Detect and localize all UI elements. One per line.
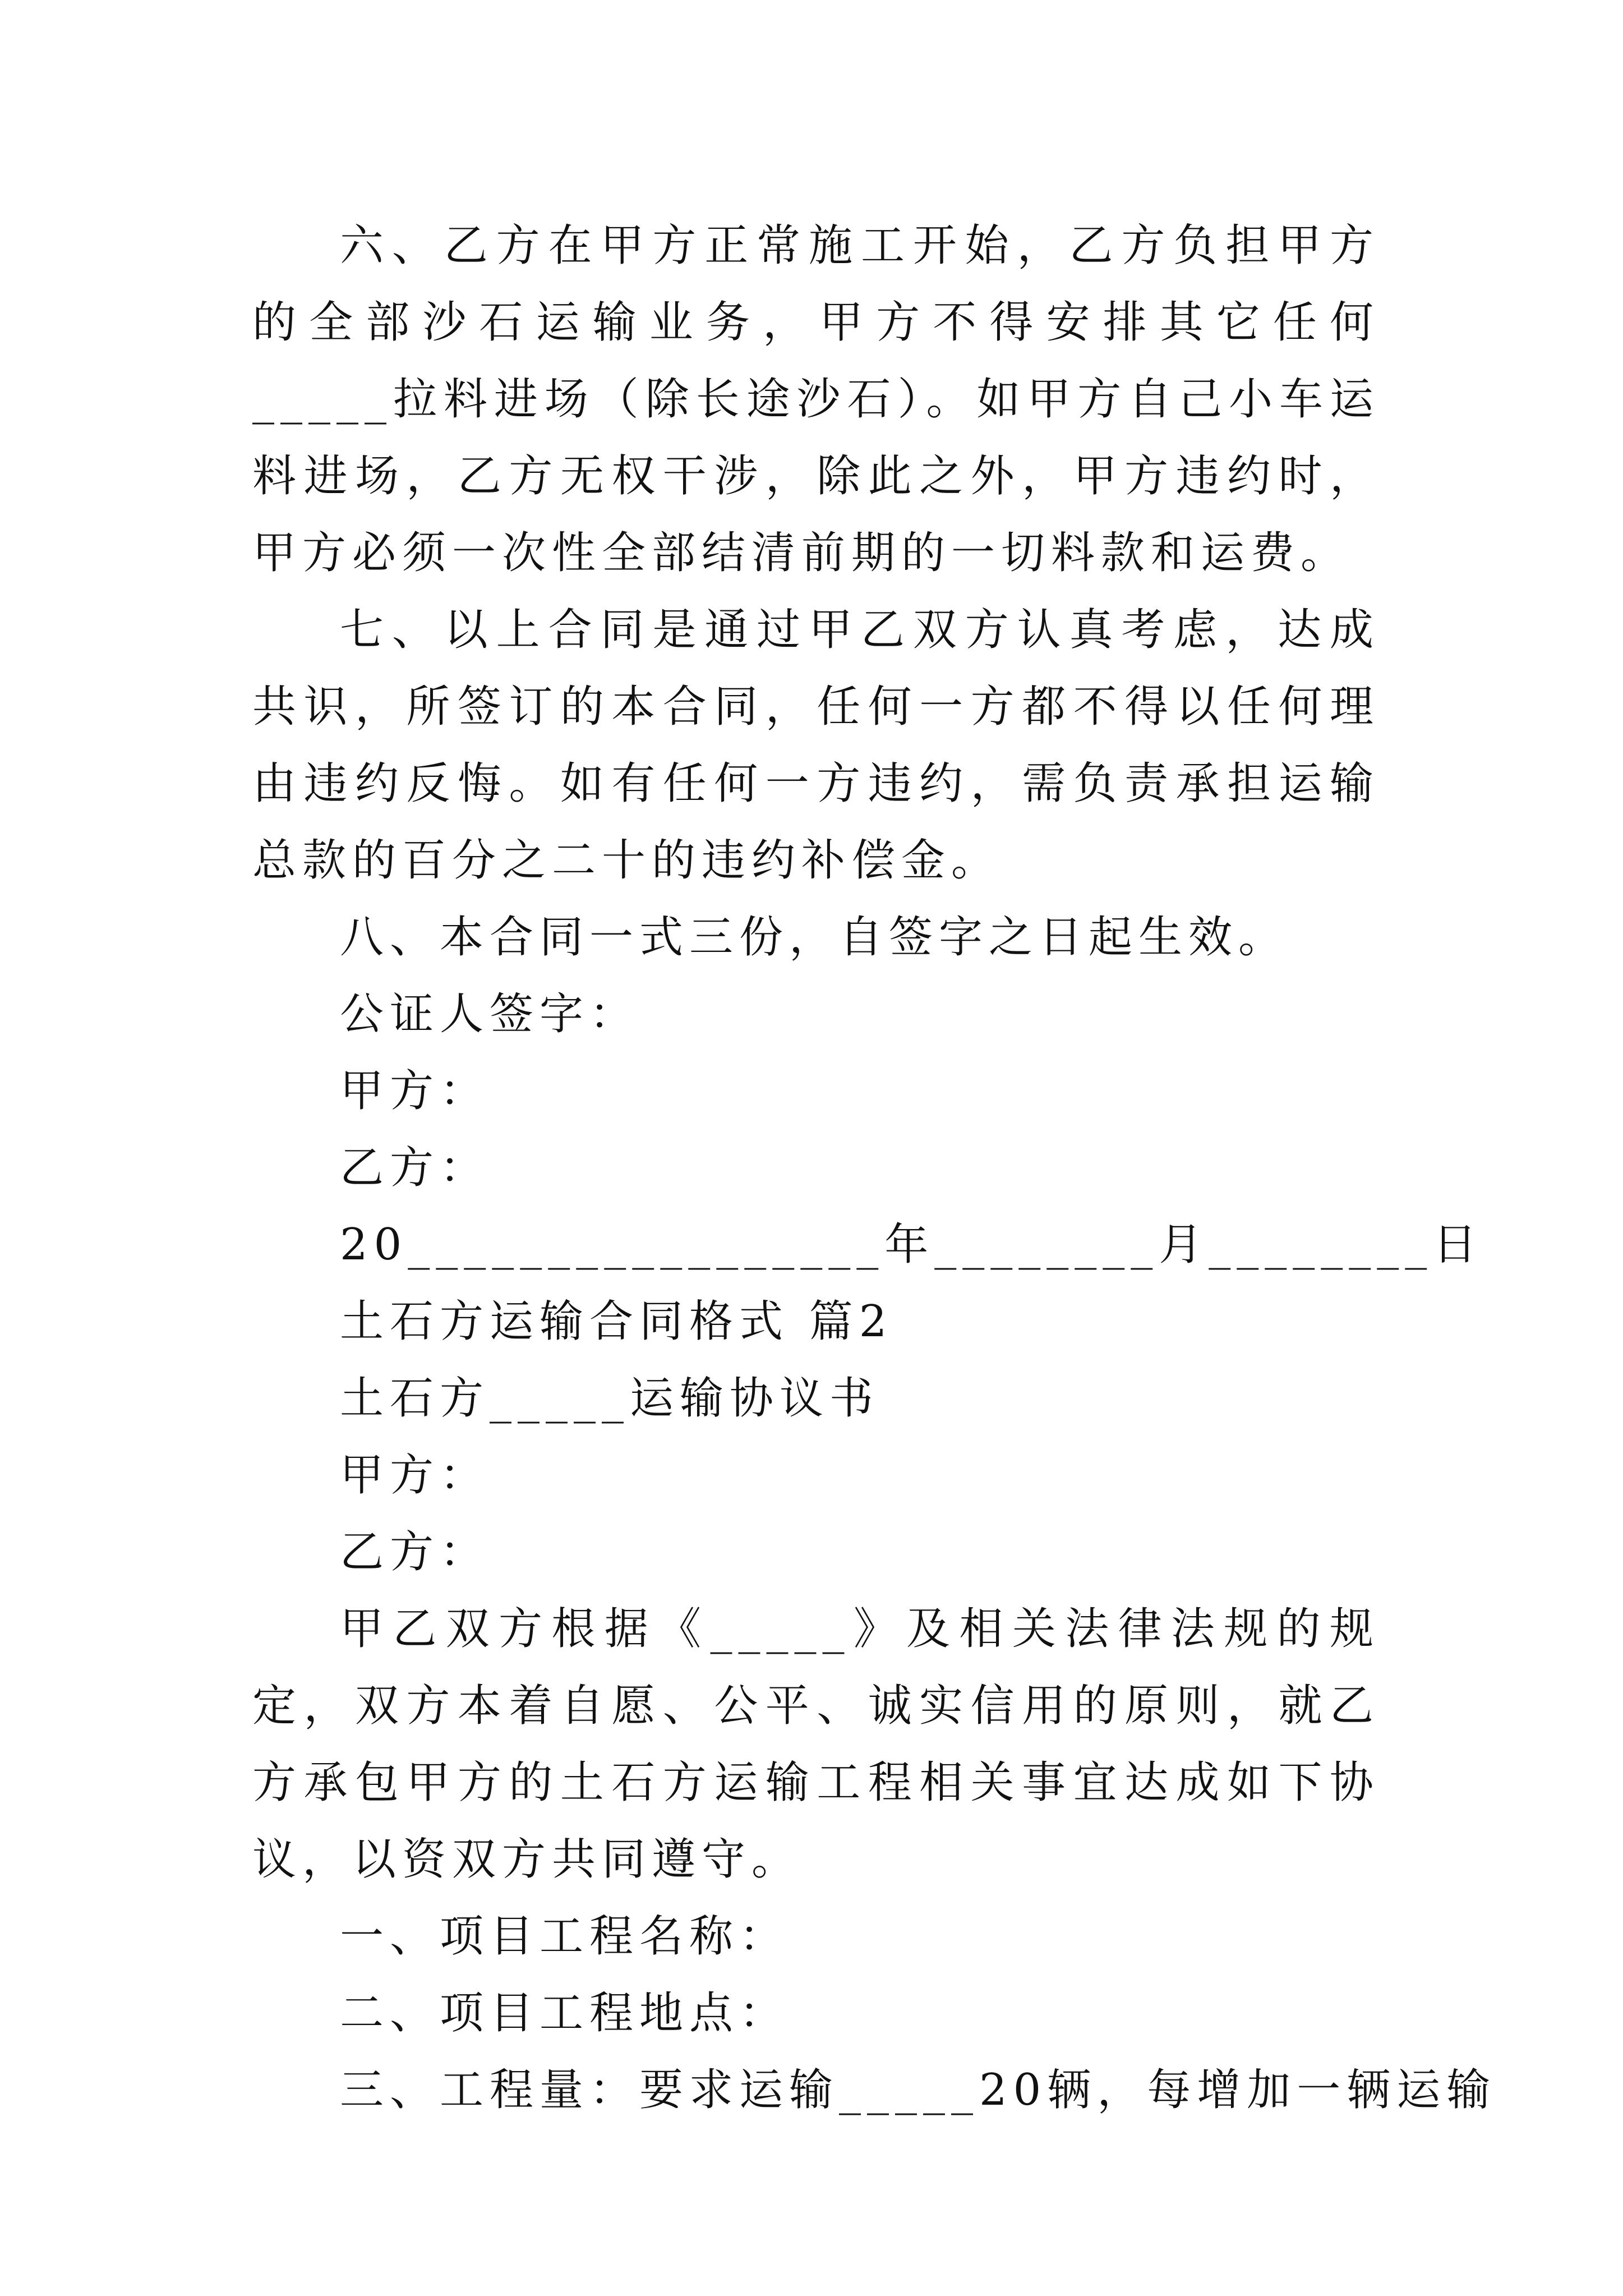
preamble: 甲乙双方根据《_____》及相关法律法规的规定，双方本着自愿、公平、诚实信用的原则，就乙方承包甲方的土石方运输工程相关事宜达成如下协议，以资双方共同遵守。	[252, 1604, 1380, 1885]
party-a-label-2: 甲方：	[340, 1450, 490, 1501]
section-title: 土石方运输合同格式 篇2	[340, 1296, 893, 1347]
party-b-label-2: 乙方：	[340, 1527, 490, 1577]
agreement-title: 土石方_____运输协议书	[340, 1373, 880, 1424]
clause-6: 六、乙方在甲方正常施工开始，乙方负担甲方的全部沙石运输业务，甲方不得安排其它任何_____拉料进场（除长途沙石）。如甲方自己小车运料进场，乙方无权干涉，除此之外，甲方违约时，甲方必须一次性全部结清前期的一切料款和运费。	[252, 220, 1380, 578]
notary-signature-label: 公证人签字：	[340, 989, 640, 1039]
item-project-name: 一、项目工程名称：	[340, 1911, 790, 1962]
date-line: 20_________________年________月________日	[340, 1220, 1483, 1270]
party-a-label: 甲方：	[340, 1066, 490, 1116]
item-project-location: 二、项目工程地点：	[340, 1988, 790, 2039]
document-body	[252, 208, 1497, 2129]
clause-7: 七、以上合同是通过甲乙双方认真考虑，达成共识，所签订的本合同，任何一方都不得以任何理由违约反悔。如有任何一方违约，需负责承担运输总款的百分之二十的违约补偿金。	[252, 605, 1380, 886]
party-b-label: 乙方：	[340, 1143, 490, 1193]
item-quantity: 三、工程量：要求运输_____20辆，每增加一辆运输	[340, 2065, 1497, 2115]
clause-8: 八、本合同一式三份，自签字之日起生效。	[340, 912, 1289, 963]
